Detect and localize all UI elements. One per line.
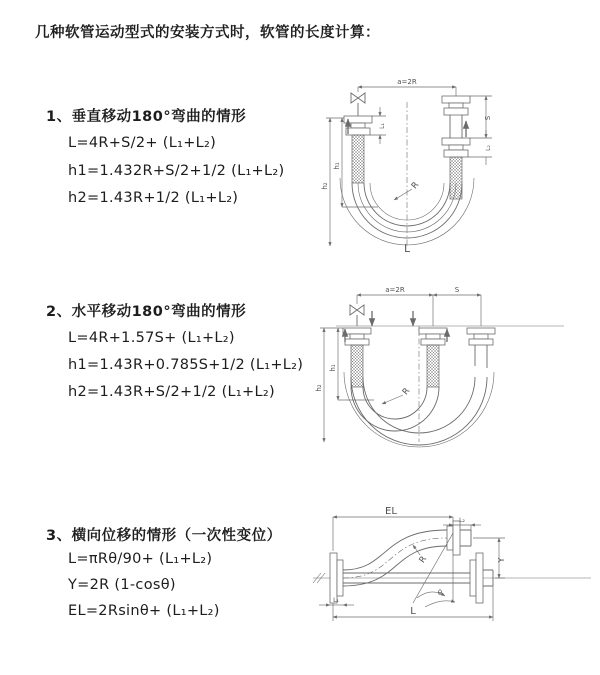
braided-hose-section — [450, 157, 462, 199]
braided-hose-section — [352, 135, 364, 183]
label-l2: L₂ — [485, 145, 492, 151]
label-a2r: a=2R — [385, 286, 405, 294]
braided-hose-section — [427, 345, 439, 387]
formula-line: h1=1.432R+S/2+1/2 (L₁+L₂) — [68, 163, 285, 179]
label-l: L — [404, 243, 410, 255]
label-r: R — [409, 180, 422, 192]
formula-line: h2=1.43R+1/2 (L₁+L₂) — [68, 190, 239, 206]
radius-callout — [394, 180, 421, 200]
label-r: R — [400, 386, 413, 398]
label-r: R — [417, 554, 430, 566]
flange-fitting-left — [343, 328, 371, 387]
formula-line: L=4R+1.57S+ (L₁+L₂) — [68, 330, 235, 346]
valve-icon — [351, 93, 365, 116]
formula-line: h1=1.43R+0.785S+1/2 (L₁+L₂) — [68, 357, 304, 373]
dimension-a2r-s — [357, 286, 481, 326]
dimension-l — [333, 586, 493, 621]
label-l: L — [410, 606, 416, 617]
label-h2: h₂ — [315, 384, 323, 392]
diagram-vertical-180-bend — [320, 74, 576, 254]
flange-fitting-right-moved — [467, 328, 495, 368]
formula-line: EL=2Rsinθ+ (L₁+L₂) — [68, 603, 220, 619]
braided-hose-section — [351, 345, 363, 387]
formula-line: L=4R+S/2+ (L₁+L₂) — [68, 135, 217, 151]
label-h1: h₁ — [329, 364, 337, 372]
formula-line: L=πRθ/90+ (L₁+L₂) — [68, 551, 213, 567]
flange-fitting-middle — [419, 328, 447, 387]
diagram-horizontal-180-bend — [312, 282, 600, 448]
formula-line: Y=2R (1-cosθ) — [68, 577, 176, 593]
centerline — [313, 573, 591, 583]
radius-callout — [382, 386, 412, 404]
label-s: S — [454, 286, 460, 294]
page-title: 几种软管运动型式的安装方式时，软管的长度计算： — [35, 25, 380, 41]
flange-left — [330, 553, 343, 603]
label-s: S — [484, 115, 492, 121]
diagram-lateral-displacement — [303, 503, 600, 635]
flange-fitting-right-moved — [442, 138, 470, 199]
dimension-s-l2 — [468, 96, 492, 165]
label-l2: L₂ — [459, 517, 465, 524]
dimension-el — [333, 506, 453, 551]
label-a2r: a=2R — [397, 78, 417, 86]
section-3-heading: 3、横向位移的情形（一次性变位） — [46, 528, 282, 544]
section-1-heading: 1、垂直移动180°弯曲的情形 — [46, 109, 247, 125]
dimension-h — [321, 118, 378, 246]
s-curve-hose — [343, 521, 471, 586]
valve-icon — [350, 305, 364, 326]
label-l1: L₁ — [379, 123, 386, 129]
label-y: Y — [497, 557, 506, 563]
label-h1: h₁ — [333, 162, 341, 170]
dimension-a2r — [358, 78, 456, 96]
formula-line: h2=1.43R+S/2+1/2 (L₁+L₂) — [68, 384, 275, 400]
label-l1: L₁ — [333, 597, 339, 604]
label-h2: h₂ — [321, 182, 329, 190]
label-theta: θ — [437, 589, 443, 597]
label-el: EL — [385, 506, 397, 517]
section-2-heading: 2、水平移动180°弯曲的情形 — [46, 304, 247, 320]
dimension-l1 — [370, 107, 386, 144]
dimension-l1 — [319, 597, 354, 605]
